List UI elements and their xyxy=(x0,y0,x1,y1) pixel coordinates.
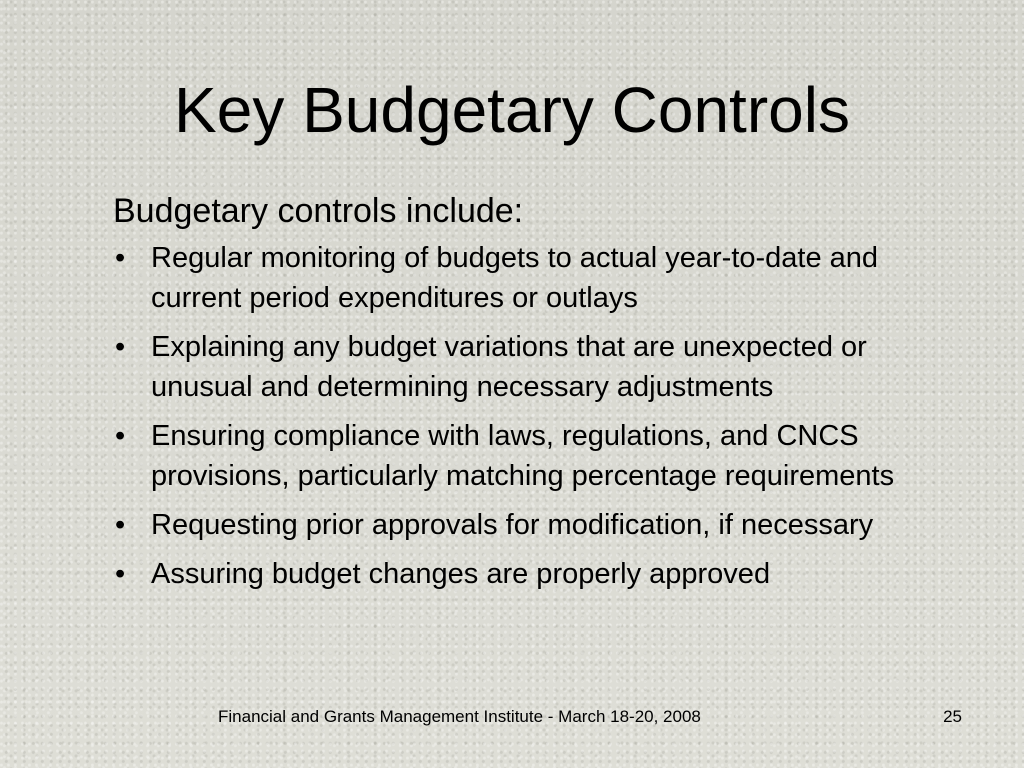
bullet-item xyxy=(113,554,973,594)
slide-body xyxy=(113,190,973,603)
bullet-item xyxy=(113,416,973,496)
bullet-list xyxy=(113,238,973,594)
slide-title: Key Budgetary Controls xyxy=(174,74,850,146)
bullet-icon: • xyxy=(115,509,126,541)
bullet-text: Explaining any budget variations that are unexpected or unusual and determining necessary adjustments xyxy=(151,331,867,403)
bullet-item xyxy=(113,505,973,545)
bullet-text: Regular monitoring of budgets to actual year-to-date and current period expenditures or outlays xyxy=(151,242,879,314)
bullet-text: Requesting prior approvals for modification, if necessary xyxy=(151,509,874,541)
bullet-icon: • xyxy=(115,420,126,452)
bullet-item xyxy=(113,327,973,407)
page-number: 25 xyxy=(943,707,962,726)
bullet-icon: • xyxy=(115,558,126,590)
footer-text: Financial and Grants Management Institute - March 18-20, 2008 xyxy=(218,707,701,726)
bullet-icon: • xyxy=(115,331,126,363)
bullet-text: Assuring budget changes are properly approved xyxy=(151,558,771,590)
bullet-text: Ensuring compliance with laws, regulations, and CNCS provisions, particularly matching percentage requirements xyxy=(151,420,895,492)
bullet-item xyxy=(113,238,973,318)
bullet-icon: • xyxy=(115,242,126,274)
intro-text: Budgetary controls include: xyxy=(113,192,524,230)
